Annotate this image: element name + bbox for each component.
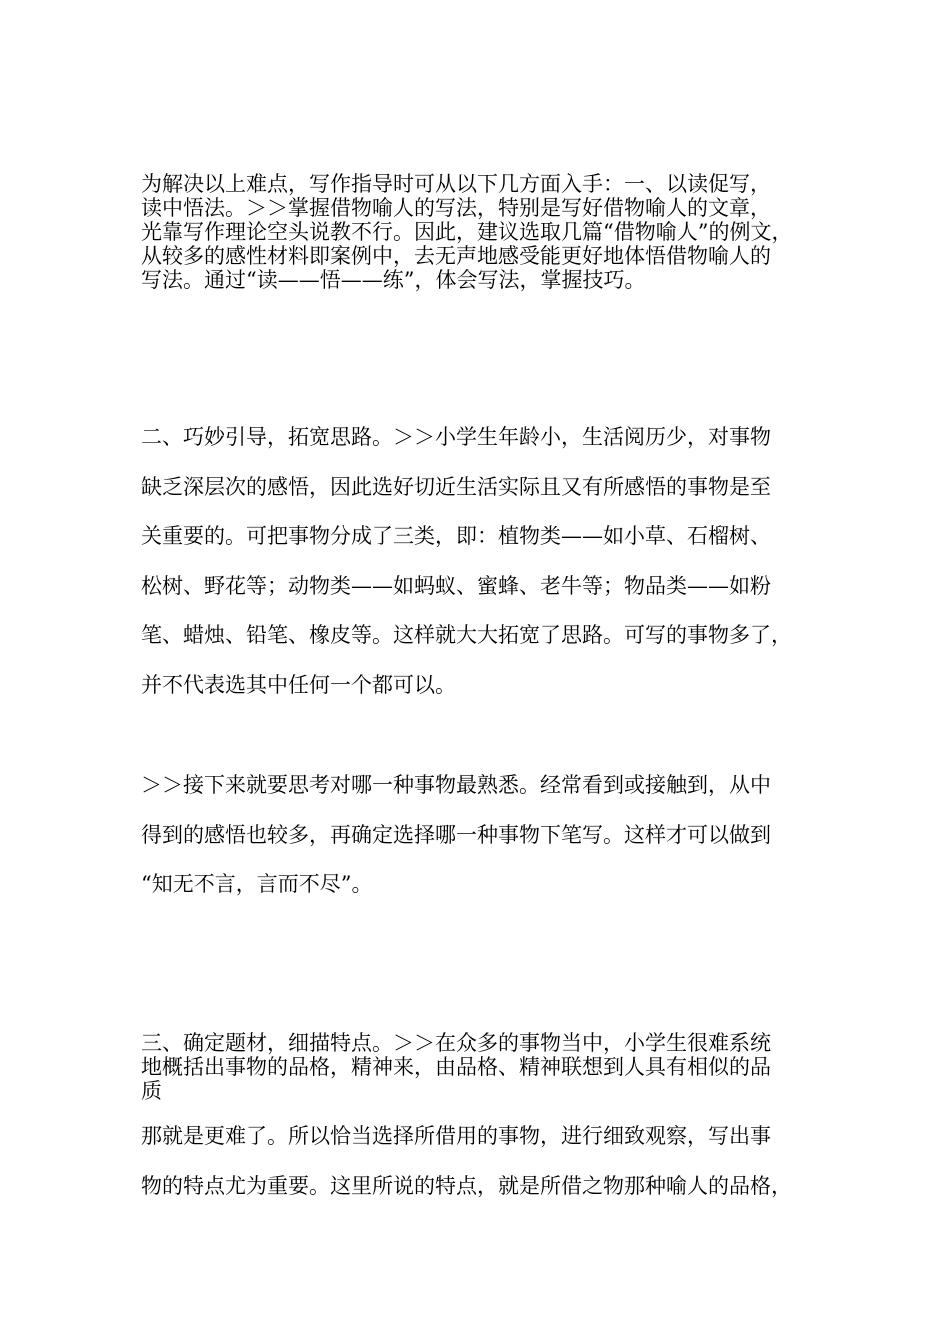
paragraph-5 bbox=[141, 1112, 831, 1211]
text-line: 三、确定题材，细描特点。＞＞在众多的事物当中，小学生很难系统 bbox=[141, 1031, 771, 1055]
text-line: 笔、蜡烛、铅笔、橡皮等。这样就大大拓宽了思路。可写的事物多了， bbox=[141, 623, 792, 647]
text-line: 那就是更难了。所以恰当选择所借用的事物，进行细致观察，写出事 bbox=[141, 1124, 771, 1148]
text-line: 质 bbox=[141, 1079, 162, 1103]
text-line: 从较多的感性材料即案例中，去无声地感受能更好地体悟借物喻人的 bbox=[141, 244, 771, 268]
text-line: 松树、野花等；动物类——如蚂蚁、蜜蜂、老牛等；物品类——如粉 bbox=[141, 573, 771, 598]
text-line: 光靠写作理论空头说教不行。因此，建议选取几篇“借物喻人”的例文， bbox=[141, 220, 793, 244]
paragraph-2 bbox=[141, 413, 831, 710]
text-line: “知无不言，言而不尽”。 bbox=[141, 872, 373, 896]
text-line: 地概括出事物的品格，精神来，由品格、精神联想到人具有相似的品 bbox=[141, 1055, 771, 1079]
paragraph-1 bbox=[141, 172, 831, 292]
text-line: 并不代表选其中任何一个都可以。 bbox=[141, 672, 456, 697]
text-line: 物的特点尤为重要。这里所说的特点，就是所借之物那种喻人的品格， bbox=[141, 1173, 792, 1198]
text-line: ＞＞接下来就要思考对哪一种事物最熟悉。经常看到或接触到，从中 bbox=[141, 773, 771, 797]
text-line: 关重要的。可把事物分成了三类，即：植物类——如小草、石榴树、 bbox=[141, 524, 771, 548]
text-line: 二、巧妙引导，拓宽思路。＞＞小学生年龄小，生活阅历少，对事物 bbox=[141, 425, 771, 449]
text-line: 缺乏深层次的感悟，因此选好切近生活实际且又有所感悟的事物是至 bbox=[141, 474, 771, 499]
text-line: 读中悟法。＞＞掌握借物喻人的写法，特别是写好借物喻人的文章， bbox=[141, 196, 771, 220]
paragraph-3 bbox=[141, 761, 831, 910]
paragraph-4 bbox=[141, 1031, 831, 1103]
text-line: 得到的感悟也较多，再确定选择哪一种事物下笔写。这样才可以做到 bbox=[141, 822, 771, 847]
text-line: 为解决以上难点，写作指导时可从以下几方面入手：一、以读促写， bbox=[141, 172, 771, 196]
text-line: 写法。通过“读——悟——练”，体会写法，掌握技巧。 bbox=[141, 268, 646, 292]
